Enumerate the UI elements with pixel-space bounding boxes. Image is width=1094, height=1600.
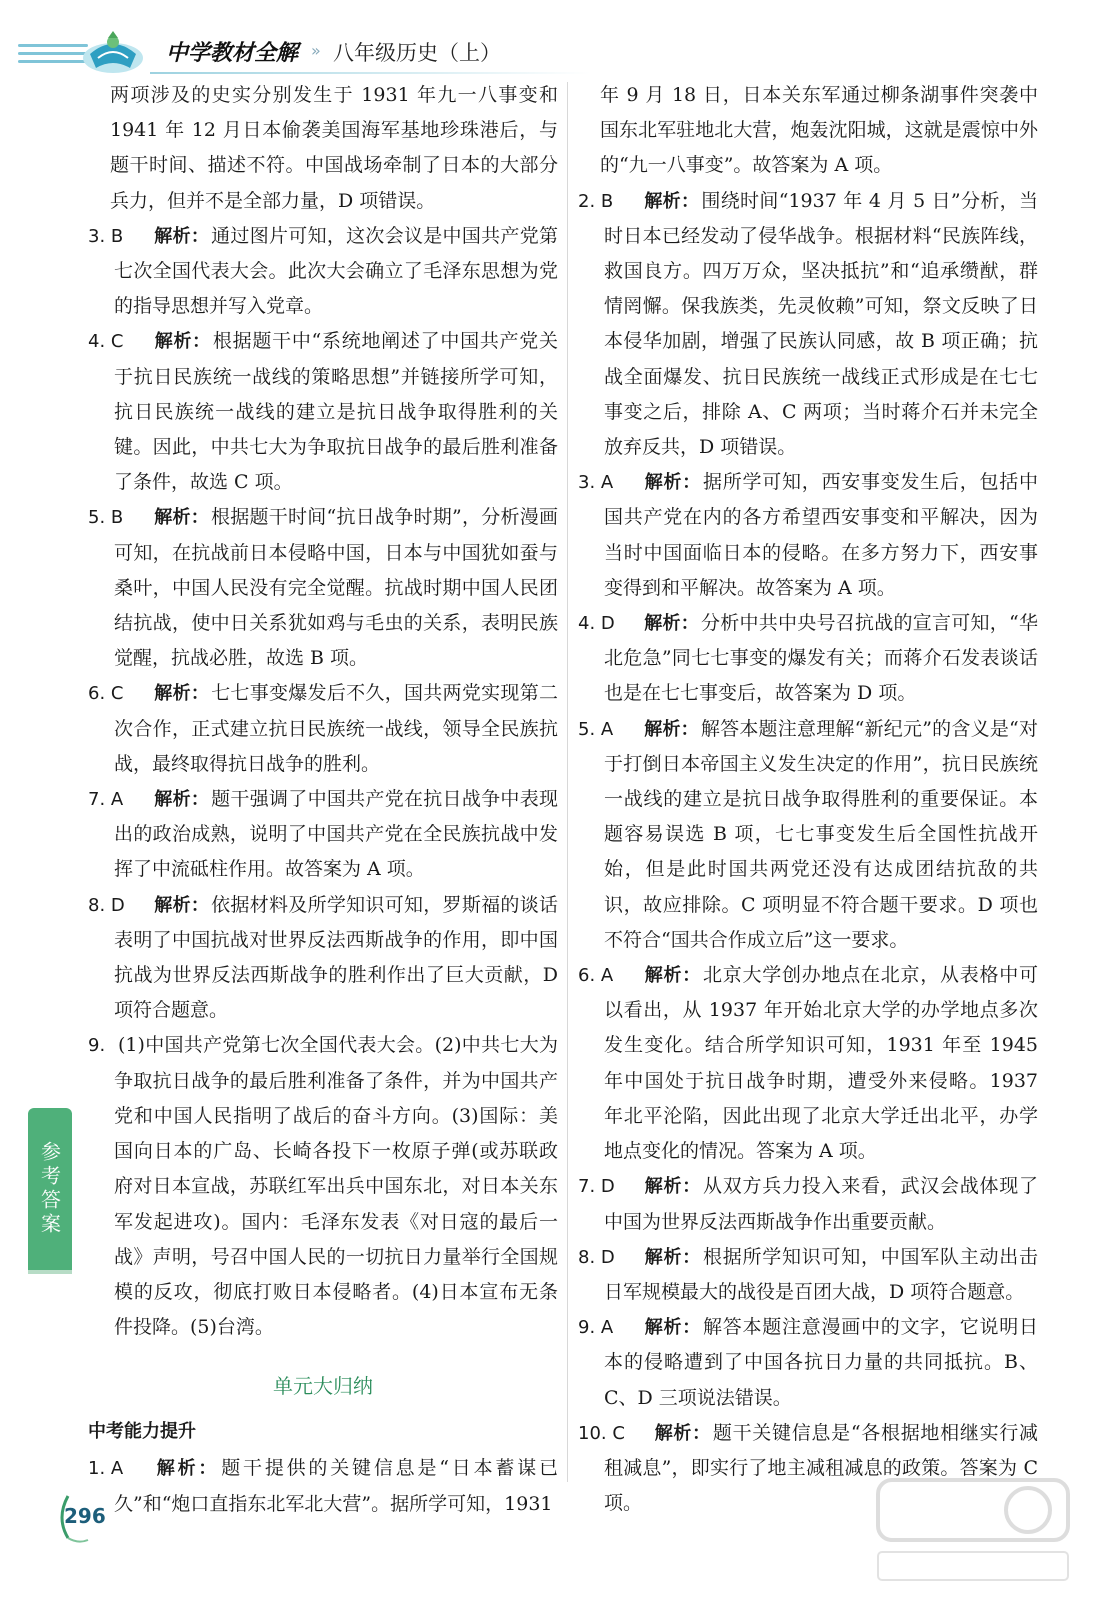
- answer-letter: B: [600, 190, 614, 212]
- answer-item: [578, 712, 1038, 958]
- analysis-text: 通过图片可知，这次会议是中国共产党第七次全国代表大会。此次大会确立了毛泽东思想为党的指导思想并写入党章。: [114, 224, 558, 318]
- analysis-text: 据所学可知，西安事变发生后，包括中国共产党在内的各方希望西安事变和平解决，因为当时中国面临日本的侵略。在多方努力下，西安事变得到和平解决。故答案为 A 项。: [604, 471, 1038, 599]
- item-number: 9.: [88, 1035, 106, 1057]
- answer-item: [578, 1169, 1038, 1239]
- analysis-label: 解析：: [644, 472, 701, 494]
- question-number: [88, 1028, 105, 1063]
- question-number: [578, 1169, 615, 1204]
- watermark-logo-icon: [868, 1470, 1078, 1590]
- question-number: [578, 465, 613, 500]
- analysis-label: 解析：: [654, 1422, 711, 1444]
- answer-letter: B: [110, 507, 124, 529]
- analysis-text: 题干关键信息是“各根据地相继实行减租减息”，即实行了地主减租减息的政策。答案为 C 项。: [604, 1421, 1038, 1515]
- answer-item: [88, 1451, 558, 1521]
- analysis-text: 从双方兵力投入来看，武汉会战体现了中国为世界反法西斯战争作出重要贡献。: [604, 1175, 1038, 1233]
- item-number: 2.: [578, 190, 596, 212]
- analysis-text: 七七事变爆发后不久，国共两党实现第二次合作，正式建立抗日民族统一战线，领导全民族抗战，最终取得抗日战争的胜利。: [114, 682, 558, 775]
- question-number: [88, 1451, 123, 1486]
- answer-item: [88, 324, 558, 500]
- analysis-text: 根据题干时间“抗日战争时期”，分析漫画可知，在抗战前日本侵略中国，日本与中国犹如蚕与桑叶，中国人民没有完全觉醒。抗战时期中国人民团结抗战，使中日关系犹如鸡与毛虫的关系，表明民族觉醒，抗战必胜，故选 B 项。: [114, 506, 558, 670]
- item-number: 8.: [88, 894, 106, 916]
- analysis-label: 解析：: [154, 225, 210, 247]
- answer-letter: D: [600, 1246, 615, 1268]
- answer-letter: A: [600, 718, 614, 740]
- side-tab-base: [28, 1270, 72, 1274]
- answer-letter: C: [612, 1422, 625, 1444]
- question-number: [578, 1240, 615, 1275]
- answer-item: [578, 465, 1038, 606]
- analysis-label: 解析：: [644, 190, 700, 212]
- question-number: [88, 500, 123, 535]
- question-number: [578, 1310, 613, 1345]
- answer-letter: A: [600, 1317, 614, 1339]
- answer-letter: A: [110, 789, 124, 811]
- analysis-text: 解答本题注意漫画中的文字，它说明日本的侵略遭到了中国各抗日力量的共同抵抗。B、C、D 三项说法错误。: [604, 1316, 1038, 1409]
- answer-list-2: [88, 1451, 558, 1521]
- book-logo-icon: [78, 28, 148, 76]
- question-number: [578, 958, 613, 993]
- answer-item: [88, 888, 558, 1029]
- question-number: [578, 606, 615, 641]
- answer-letter: D: [110, 894, 125, 916]
- answer-item: [88, 782, 558, 888]
- analysis-text: 题干强调了中国共产党在抗日战争中表现出的政治成熟，说明了中国共产党在全民族抗战中发挥了中流砥柱作用。故答案为 A 项。: [114, 788, 558, 881]
- right-column: [578, 78, 1038, 1521]
- reference-answer-tab: [28, 1108, 72, 1270]
- book-subtitle: 八年级历史（上）: [333, 41, 501, 65]
- answer-letter: D: [600, 1176, 615, 1198]
- analysis-text: 分析中共中央号召抗战的宣言可知，“华北危急”同七七事变的爆发有关；而蒋介石发表谈话也是在七七事变后，故答案为 D 项。: [604, 612, 1039, 705]
- side-tab-label: 参考答案: [37, 1141, 62, 1237]
- analysis-label: 解析：: [644, 1246, 701, 1268]
- answer-item: [578, 958, 1038, 1169]
- question-number: [578, 1416, 625, 1451]
- page-number: 296: [64, 1504, 106, 1528]
- header-rule: [150, 72, 590, 74]
- answer-item: [578, 1240, 1038, 1310]
- analysis-label: 解析：: [154, 507, 210, 529]
- answer-letter: A: [110, 1458, 124, 1480]
- analysis-text: 依据材料及所学知识可知，罗斯福的谈话表明了中国抗战对世界反法西斯战争的作用，即中国抗战为世界反法西斯战争的胜利作出了巨大贡献，D 项符合题意。: [114, 893, 558, 1022]
- answer-item: [88, 676, 558, 782]
- answer-item: [88, 1028, 558, 1345]
- item-number: 8.: [578, 1246, 596, 1268]
- section-title: 单元大归纳: [273, 1374, 373, 1399]
- analysis-text: 根据所学知识可知，中国军队主动出击日军规模最大的战役是百团大战，D 项符合题意。: [604, 1245, 1038, 1303]
- item-number: 1.: [88, 1458, 106, 1480]
- item-number: 4.: [578, 613, 596, 635]
- analysis-text: (1)中国共产党第七次全国代表大会。(2)中共七大为争取抗日战争的最后胜利准备了条件，并为中国共产党和中国人民指明了战后的奋斗方向。(3)国际：美国向日本的广岛、长崎各投下一枚原子弹(或苏联政府对日本宣战，苏联红军出兵中国东北，对日本关东军发起进攻)。国内：毛泽东发表《对日寇的最后一战》声明，号召中国人民的一切抗日力量举行全国规模的反攻，彻底打败日本侵略者。(4)日本宣布无条件投降。(5)台湾。: [114, 1034, 558, 1339]
- analysis-label: 解析：: [644, 613, 700, 635]
- analysis-label: 解析：: [154, 683, 210, 705]
- item-number: 7.: [88, 789, 106, 811]
- column-divider: [567, 82, 568, 1482]
- item-number: 5.: [88, 507, 106, 529]
- analysis-text: 北京大学创办地点在北京，从表格中可以看出，从 1937 年开始北京大学的办学地点多次发生变化。结合所学知识可知，1931 年至 1945 年中国处于抗日战争时期，遭受外来侵略。1937 年北平沦陷，因此出现了北京大学迁出北平，办学地点变化的情况。答案为 A 项。: [604, 964, 1038, 1163]
- answer-letter: C: [110, 331, 124, 353]
- answer-item: [578, 1310, 1038, 1416]
- item-number: 9.: [578, 1317, 596, 1339]
- analysis-label: 解析：: [154, 894, 210, 916]
- page-header: [0, 0, 1094, 80]
- item-number: 6.: [578, 965, 596, 987]
- analysis-label: 解析：: [154, 331, 211, 353]
- item-number: 10.: [578, 1422, 607, 1444]
- question-number: [88, 782, 123, 817]
- answer-letter: B: [110, 225, 124, 247]
- question-number: [578, 184, 613, 219]
- answer-item: [578, 184, 1038, 466]
- analysis-label: 解析：: [154, 1458, 220, 1480]
- answer-list: [578, 184, 1038, 1522]
- analysis-label: 解析：: [154, 789, 210, 811]
- analysis-text: 根据题干中“系统地阐述了中国共产党关于抗日民族统一战线的策略思想”并链接所学可知，抗日民族统一战线的建立是抗日战争取得胜利的关键。因此，中共七大为争取抗日战争的最后胜利准备了条件，故选 C 项。: [114, 330, 559, 494]
- item-number: 3.: [578, 472, 596, 494]
- item-number: 4.: [88, 331, 106, 353]
- item-number: 7.: [578, 1176, 596, 1198]
- analysis-label: 解析：: [644, 718, 699, 740]
- analysis-label: 解析：: [644, 965, 701, 987]
- answer-letter: A: [600, 472, 614, 494]
- answer-letter: A: [600, 965, 614, 987]
- left-column: [88, 78, 558, 1522]
- answer-letter: C: [110, 683, 124, 705]
- question-number: [88, 888, 125, 923]
- continuation-text: 年 9 月 18 日，日本关东军通过柳条湖事件突袭中国东北军驻地北大营，炮轰沈阳城，这就是震惊中外的“九一八事变”。故答案为 A 项。: [600, 84, 1038, 177]
- answer-letter: D: [600, 613, 615, 635]
- answer-item: [88, 500, 558, 676]
- analysis-text: 解答本题注意理解“新纪元”的含义是“对于打倒日本帝国主义发生决定的作用”，抗日民族统一战线的建立是抗日战争取得胜利的重要保证。本题容易误选 B 项，七七事变发生后全国性抗战开始，但是此时国共两党还没有达成团结抗敌的共识，故应排除。C 项明显不符合题干要求。D 项也不符合“国共合作成立后”这一要求。: [604, 717, 1038, 951]
- question-number: [578, 712, 613, 747]
- question-number: [88, 676, 124, 711]
- header-separator-icon: »: [311, 41, 321, 60]
- book-title: 中学教材全解: [166, 41, 299, 66]
- sub-section-title: 中考能力提升: [88, 1421, 196, 1443]
- answer-list: [88, 219, 558, 1346]
- analysis-text: 围绕时间“1937 年 4 月 5 日”分析，当时日本已经发动了侵华战争。根据材料“民族阵线，救国良方。四万万众，坚决抵抗”和“追承缵猷，群情罔懈。保我族类，先灵攸赖”可知，祭文反映了日本侵华加剧，增强了民族认同感，故 B 项正确；抗战全面爆发、抗日民族统一战线正式形成是在七七事变之后，排除 A、C 两项；当时蒋介石并未完全放弃反共，D 项错误。: [604, 189, 1039, 459]
- item-number: 5.: [578, 718, 596, 740]
- analysis-label: 解析：: [644, 1176, 701, 1198]
- item-number: 6.: [88, 683, 106, 705]
- analysis-label: 解析：: [644, 1317, 701, 1339]
- question-number: [88, 219, 123, 254]
- answer-item: [88, 219, 558, 325]
- analysis-text: 题干提供的关键信息是“日本蓄谋已久”和“炮口直指东北军北大营”。据所学可知，1931: [114, 1457, 558, 1515]
- continuation-text: 两项涉及的史实分别发生于 1931 年九一八事变和 1941 年 12 月日本偷袭美国海军基地珍珠港后，与题干时间、描述不符。中国战场牵制了日本的大部分兵力，但并不是全部力量，D 项错误。: [110, 84, 558, 212]
- answer-item: [578, 606, 1038, 712]
- item-number: 3.: [88, 225, 106, 247]
- question-number: [88, 324, 124, 359]
